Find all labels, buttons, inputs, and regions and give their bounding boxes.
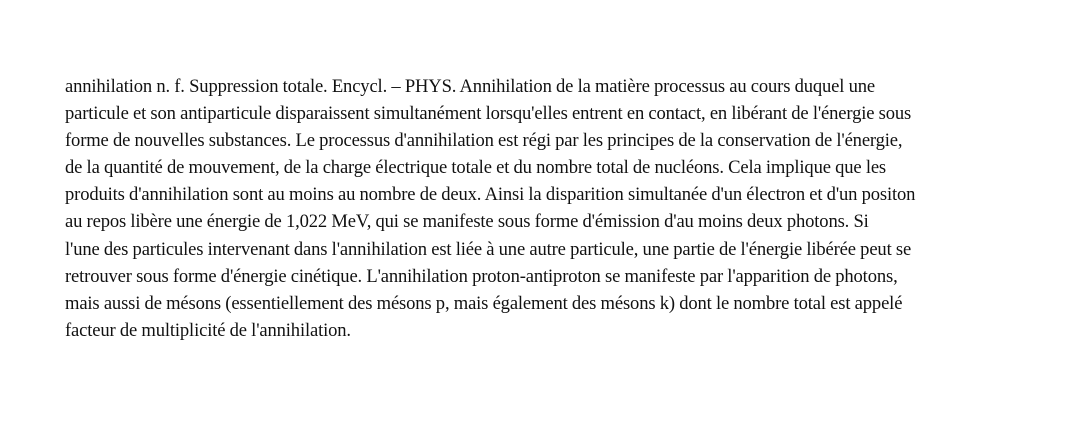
entry-line-4: de la quantité de mouvement, de la charge électrique totale et du nombre total de nucléons. Cela implique que les — [65, 157, 887, 179]
dictionary-entry-annihilation — [65, 73, 1010, 344]
entry-line-8: retrouver sous forme d'énergie cinétique. L'annihilation proton-antiproton se manifeste par l'apparition de photons, — [65, 265, 898, 287]
entry-line-2: particule et son antiparticule disparaissent simultanément lorsqu'elles entrent en contact, en libérant de l'énergie sous — [65, 103, 912, 125]
entry-line-5: produits d'annihilation sont au moins au nombre de deux. Ainsi la disparition simultanée d'un électron et d'un positon — [65, 184, 916, 206]
entry-line-3: forme de nouvelles substances. Le processus d'annihilation est régi par les principes de la conservation de l'énergie, — [65, 130, 903, 152]
entry-line-9: mais aussi de mésons (essentiellement des mésons p, mais également des mésons k) dont le nombre total est appelé — [65, 292, 903, 314]
entry-line-1: annihilation n. f. Suppression totale. Encycl. – PHYS. Annihilation de la matière processus au cours duquel une — [65, 76, 875, 97]
entry-line-10: facteur de multiplicité de l'annihilation. — [65, 319, 351, 341]
entry-line-7: l'une des particules intervenant dans l'annihilation est liée à une autre particule, une partie de l'énergie libérée peut se — [65, 238, 912, 260]
entry-line-6: au repos libère une énergie de 1,022 MeV, qui se manifeste sous forme d'émission d'au moins deux photons. Si — [65, 211, 869, 233]
